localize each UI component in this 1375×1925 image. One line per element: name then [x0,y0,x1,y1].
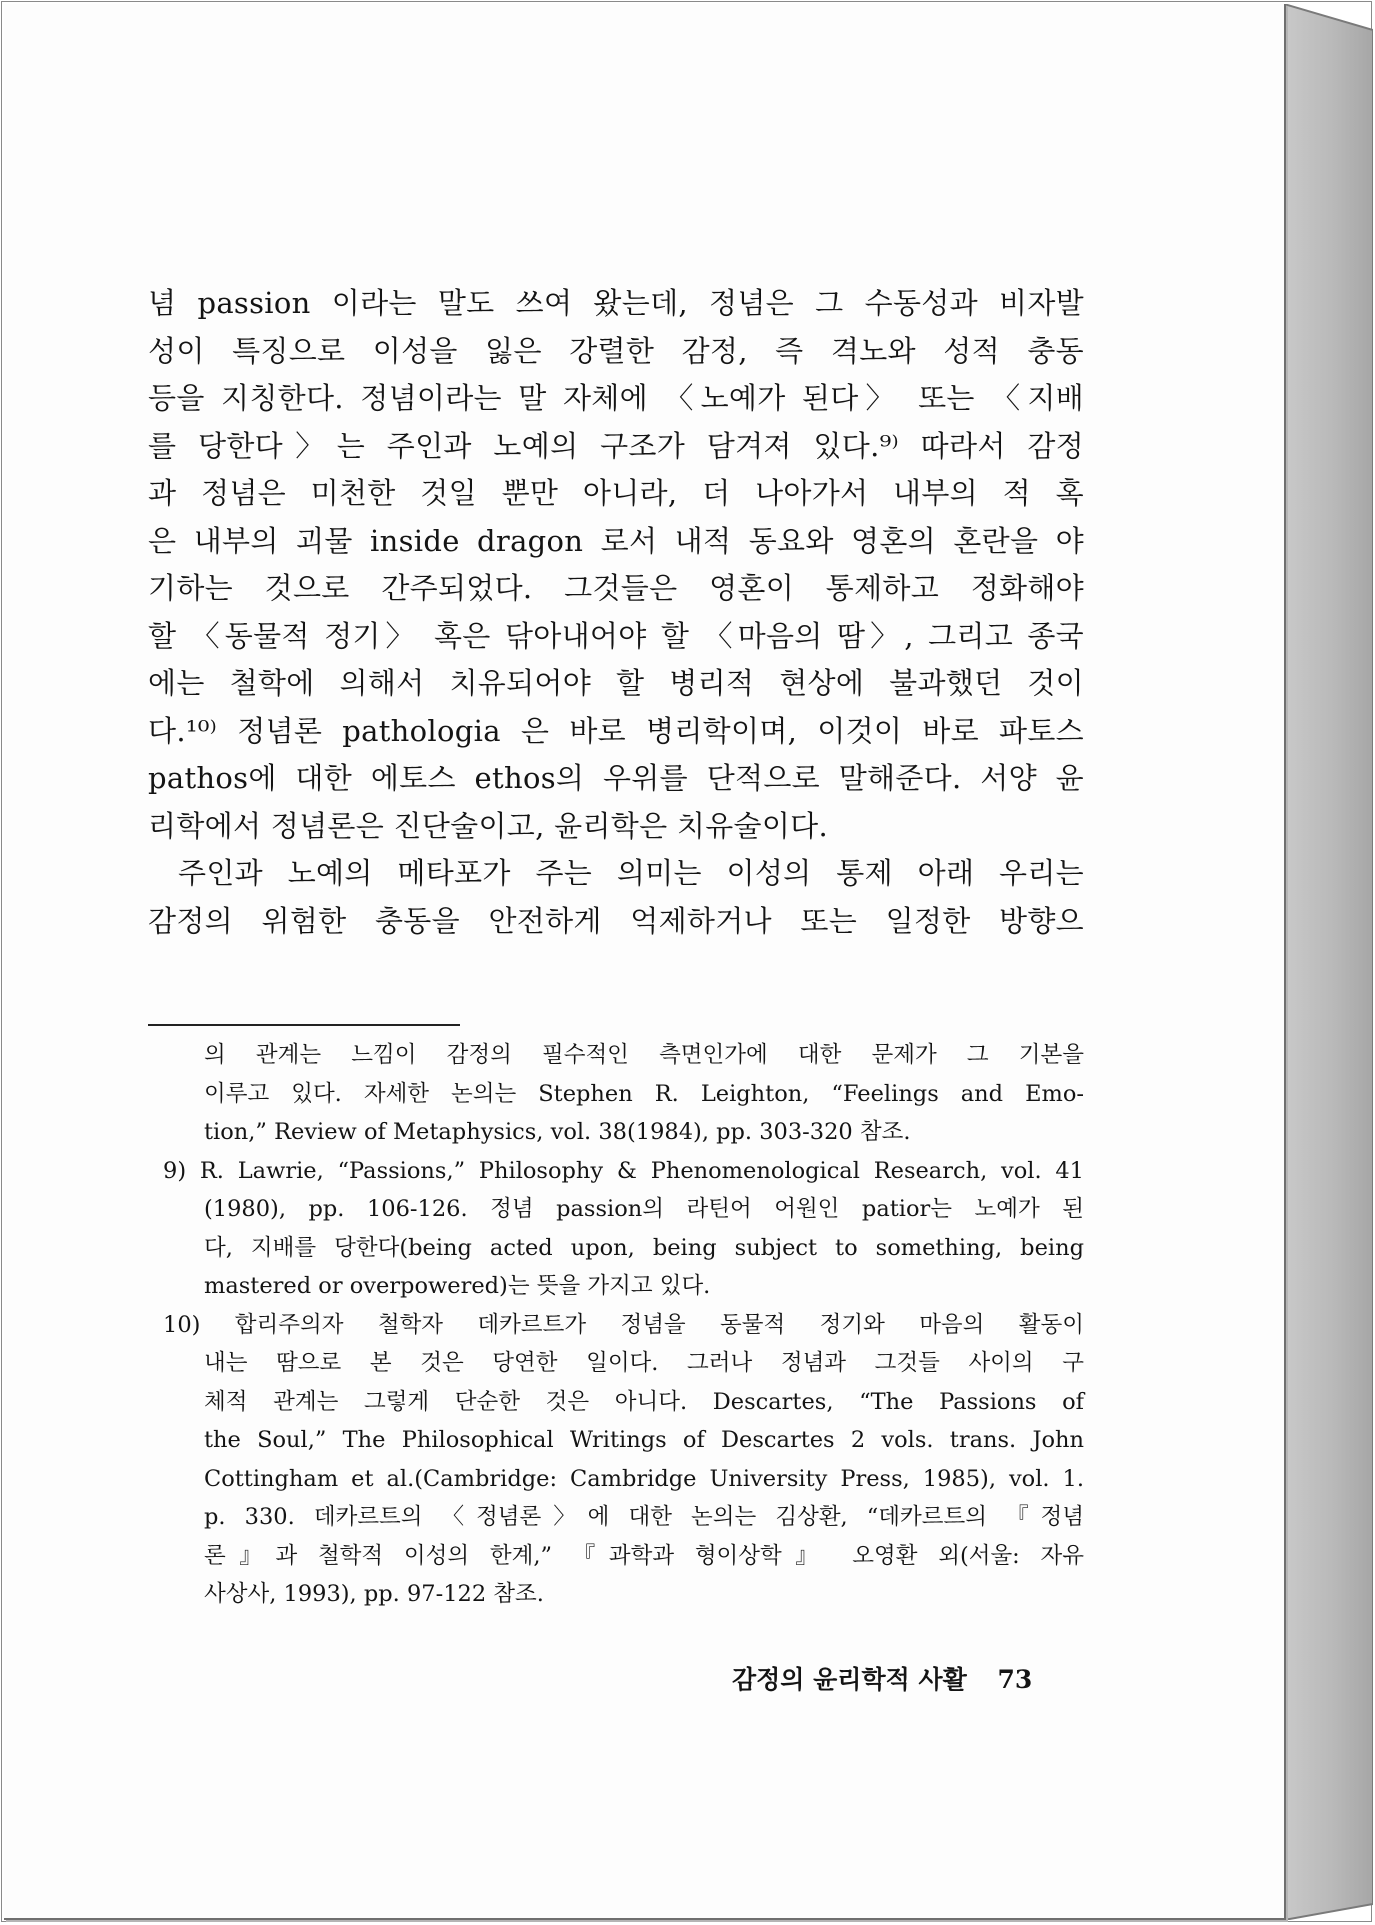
footnote-divider [148,1024,460,1026]
body-line: 다.¹⁰⁾ 정념론 pathologia 은 바로 병리학이며, 이것이 바로 파토스 [148,713,1084,748]
footnote-line: (1980), pp. 106-126. 정념 passion의 라틴어 어원인 patior는 노예가 된 [204,1196,1084,1222]
body-line: 리학에서 정념론은 진단술이고, 윤리학은 치유술이다. [148,808,829,843]
footnote-line: 사상사, 1993), pp. 97-122 참조. [204,1581,544,1607]
body-line: pathos에 대한 에토스 ethos의 우위를 단적으로 말해준다. 서양 윤 [148,761,1084,795]
body-line: 념 passion 이라는 말도 쓰여 왔는데, 정념은 그 수동성과 비자발 [148,286,1084,320]
body-line: 과 정념은 미천한 것일 뿐만 아니라, 더 나아가서 내부의 적 혹 [148,476,1084,510]
body-line: 등을 지칭한다. 정념이라는 말 자체에 〈노예가 된다〉 또는 〈지배 [148,381,1084,415]
footnote-10: 10) 합리주의자 철학자 데카르트가 정념을 동물적 정기와 마음의 활동이 [163,1311,1084,1338]
footnote-line: 이루고 있다. 자세한 논의는 Stephen R. Leighton, “Feelings and Emo- [204,1080,1084,1107]
body-line: 감정의 위험한 충동을 안전하게 억제하거나 또는 일정한 방향으 [148,903,1084,938]
book-spine-shading [1284,4,1373,1920]
footnote-line: 체적 관계는 그렇게 단순한 것은 아니다. Descartes, “The Passions of [204,1388,1084,1415]
footnote-9: 9) R. Lawrie, “Passions,” Philosophy & Phenomenological Research, vol. 41 [163,1157,1084,1184]
footnote-line: p. 330. 데카르트의 〈정념론〉에 대한 논의는 김상환, “데카르트의 『정념 [204,1504,1084,1530]
body-text [148,280,1084,945]
body-line: 기하는 것으로 간주되었다. 그것들은 영혼이 통제하고 정화해야 [148,571,1084,605]
running-title: 감정의 윤리학적 사활 [732,1665,967,1694]
body-line: 를 당한다〉는 주인과 노예의 구조가 담겨져 있다.⁹⁾ 따라서 감정 [148,428,1084,463]
body-line: 성이 특징으로 이성을 잃은 강렬한 감정, 즉 격노와 성적 충동 [148,333,1084,368]
footnote-line: tion,” Review of Metaphysics, vol. 38(1984), pp. 303-320 참조. [204,1119,911,1145]
footnote-line: 론』과 철학적 이성의 한계,” 『과학과 형이상학』 오영환 외(서울: 자유 [204,1542,1084,1569]
footnotes [163,1036,1084,1614]
body-line: 에는 철학에 의해서 치유되어야 할 병리적 현상에 불과했던 것이 [148,666,1084,700]
page-number: 73 [997,1665,1033,1694]
body-line: 주인과 노예의 메타포가 주는 의미는 이성의 통제 아래 우리는 [178,856,1084,890]
body-line: 할 〈동물적 정기〉 혹은 닦아내어야 할 〈마음의 땀〉, 그리고 종국 [148,618,1084,653]
footnote-line: mastered or overpowered)는 뜻을 가지고 있다. [204,1273,711,1299]
footnote-line: Cottingham et al.(Cambridge: Cambridge University Press, 1985), vol. 1. [204,1465,1084,1492]
footnote-line: the Soul,” The Philosophical Writings of Descartes 2 vols. trans. John [204,1427,1084,1453]
footnote-line: 내는 땀으로 본 것은 당연한 일이다. 그러나 정념과 그것들 사이의 구 [204,1350,1084,1376]
footnote-line: 다, 지배를 당한다(being acted upon, being subject to something, being [204,1234,1084,1261]
footnote-line: 의 관계는 느낌이 감정의 필수적인 측면인가에 대한 문제가 그 기본을 [204,1042,1084,1068]
body-line: 은 내부의 괴물 inside dragon 로서 내적 동요와 영혼의 혼란을 야 [148,523,1084,558]
page-footer [732,1662,1092,1698]
